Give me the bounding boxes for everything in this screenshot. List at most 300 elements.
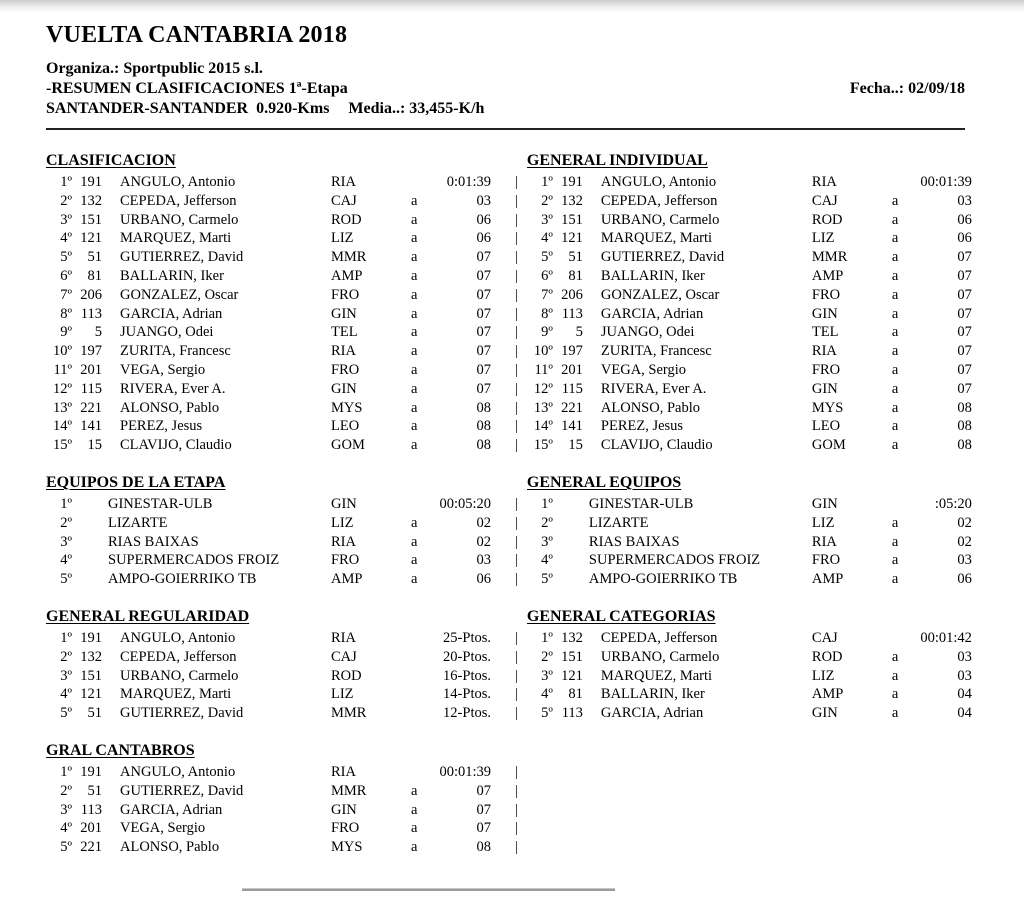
time-gap: 06 xyxy=(957,211,972,228)
result-row-half xyxy=(46,667,493,686)
gap-marker: a xyxy=(891,686,899,703)
section-title: GENERAL EQUIPOS xyxy=(526,473,682,491)
time-gap: 07 xyxy=(957,343,972,360)
rider-name: GUTIERREZ, David xyxy=(120,782,244,799)
bib-number: 151 xyxy=(561,648,583,665)
rank: 7º xyxy=(60,286,72,303)
column-separator: | xyxy=(515,192,518,209)
team-code: FRO xyxy=(811,552,841,569)
bib-number: 121 xyxy=(561,667,583,684)
stage-line xyxy=(46,99,965,119)
result-row-half xyxy=(527,267,974,286)
result-row-half xyxy=(46,704,493,723)
summary-text: -RESUMEN CLASIFICACIONES 1ª-Etapa xyxy=(46,80,348,97)
rider-name: ZURITA, Francesc xyxy=(120,343,231,360)
result-row-half xyxy=(527,173,974,192)
team-code: FRO xyxy=(331,361,360,378)
gap-marker: a xyxy=(411,324,418,341)
bib-number: 81 xyxy=(568,267,583,284)
rider-name: CEPEDA, Jefferson xyxy=(120,192,237,209)
gap-marker: a xyxy=(411,192,418,209)
rank: 5º xyxy=(541,705,553,722)
result-row-half xyxy=(527,763,974,782)
gap-marker: a xyxy=(891,267,899,284)
rider-name: MARQUEZ, Marti xyxy=(600,667,713,684)
bib-number: 51 xyxy=(87,782,102,799)
result-row xyxy=(46,495,1024,514)
result-row-half xyxy=(527,819,974,838)
time-gap: 07 xyxy=(476,286,491,303)
bib-number: 201 xyxy=(561,361,583,378)
gap-marker: a xyxy=(891,705,899,722)
gap-marker xyxy=(411,667,427,686)
rider-name: GONZALEZ, Oscar xyxy=(120,286,239,303)
rank: 4º xyxy=(60,820,72,837)
team-code: LIZ xyxy=(811,514,835,531)
gap-marker: a xyxy=(891,361,899,378)
gap-marker: a xyxy=(891,552,899,569)
team-code: AMP xyxy=(811,267,844,284)
rank: 2º xyxy=(60,782,72,799)
time-gap: 00:01:39 xyxy=(439,763,491,780)
time-gap: 00:01:42 xyxy=(920,629,972,646)
rank: 9º xyxy=(541,324,553,341)
rank: 1º xyxy=(541,629,553,646)
column-separator: | xyxy=(515,686,518,703)
result-row xyxy=(46,570,1024,589)
gap-marker: a xyxy=(891,399,899,416)
time-gap: 20-Ptos. xyxy=(443,648,491,665)
time-gap: 08 xyxy=(957,437,972,454)
column-separator: | xyxy=(515,361,518,378)
result-row-half xyxy=(527,192,974,211)
result-row xyxy=(46,323,1024,342)
team-code: RIA xyxy=(331,629,356,646)
team-code: CAJ xyxy=(811,192,838,209)
rank: 15º xyxy=(53,437,72,454)
rider-name: ALONSO, Pablo xyxy=(600,399,700,416)
gap-marker: a xyxy=(411,399,418,416)
time-gap: 03 xyxy=(957,552,972,569)
bib-number xyxy=(72,570,102,589)
column-separator: | xyxy=(515,495,518,512)
time-gap: 06 xyxy=(476,571,491,588)
result-row-half xyxy=(527,801,974,820)
team-code: RIA xyxy=(331,174,356,190)
result-row-half xyxy=(46,380,493,399)
team-code: MMR xyxy=(811,249,848,266)
gap-marker: a xyxy=(891,305,899,322)
bib-number: 141 xyxy=(80,418,102,435)
bib-number xyxy=(553,495,583,514)
section-header-line xyxy=(46,740,1024,761)
bib-number: 15 xyxy=(87,437,102,454)
section-header-line xyxy=(46,606,1024,627)
result-row-half xyxy=(527,782,974,801)
team-code: TEL xyxy=(331,324,358,341)
rider-name: RIVERA, Ever A. xyxy=(120,380,226,397)
column-separator: | xyxy=(515,571,518,588)
bib-number: 113 xyxy=(561,305,583,322)
team-code: FRO xyxy=(331,820,360,837)
team-name: SUPERMERCADOS FROIZ xyxy=(588,552,761,569)
team-code: GIN xyxy=(331,305,357,322)
gap-marker: a xyxy=(891,648,899,665)
section-title: EQUIPOS DE LA ETAPA xyxy=(46,473,226,491)
result-row-half xyxy=(527,629,974,648)
gap-marker: a xyxy=(891,230,899,247)
time-gap: 25-Ptos. xyxy=(443,629,491,646)
time-gap: 03 xyxy=(476,552,491,569)
bib-number: 141 xyxy=(561,418,583,435)
rank: 1º xyxy=(541,174,553,190)
result-row-half xyxy=(527,286,974,305)
time-gap: 02 xyxy=(957,533,972,550)
rank: 5º xyxy=(541,249,553,266)
result-row xyxy=(46,533,1024,552)
rank: 12º xyxy=(53,380,72,397)
column-separator: | xyxy=(515,782,518,799)
team-code: FRO xyxy=(811,361,841,378)
gap-marker: a xyxy=(411,230,418,247)
rank: 1º xyxy=(60,763,72,780)
team-code: LIZ xyxy=(331,514,354,531)
bib-number: 5 xyxy=(94,324,102,341)
rank: 7º xyxy=(541,286,553,303)
column-separator: | xyxy=(515,211,518,228)
result-row-half xyxy=(527,342,974,361)
result-row-half xyxy=(527,305,974,324)
result-row-half xyxy=(46,248,493,267)
time-gap: 00:01:39 xyxy=(920,174,972,190)
rider-name: CEPEDA, Jefferson xyxy=(600,629,718,646)
rank: 10º xyxy=(53,343,72,360)
gap-marker: a xyxy=(891,514,899,531)
result-row-half xyxy=(46,192,493,211)
rank: 2º xyxy=(541,514,553,531)
result-row-half xyxy=(527,211,974,230)
section-pair xyxy=(46,150,1024,455)
team-name: AMPO-GOIERRIKO TB xyxy=(108,571,257,588)
column-separator: | xyxy=(515,418,518,435)
left-section-header xyxy=(46,606,493,627)
result-row xyxy=(46,267,1024,286)
page-header xyxy=(0,0,1024,130)
team-code: RIA xyxy=(331,533,356,550)
bib-number xyxy=(72,514,102,533)
team-code: MYS xyxy=(331,839,363,856)
rank: 2º xyxy=(60,192,72,209)
team-code: CAJ xyxy=(331,648,357,665)
gap-marker: a xyxy=(891,249,899,266)
gap-marker: a xyxy=(411,514,418,531)
bib-number: 206 xyxy=(561,286,583,303)
rank: 3º xyxy=(541,533,553,550)
team-code: GIN xyxy=(811,495,838,512)
gap-marker xyxy=(892,629,908,648)
section-pair xyxy=(46,472,1024,589)
time-gap: 07 xyxy=(957,361,972,378)
column-separator: | xyxy=(515,305,518,322)
result-row xyxy=(46,248,1024,267)
rider-name: GARCIA, Adrian xyxy=(600,705,704,722)
rank: 5º xyxy=(60,571,72,588)
gap-marker: a xyxy=(891,211,899,228)
bib-number xyxy=(72,551,102,570)
right-section-header xyxy=(527,740,974,761)
rank: 3º xyxy=(541,211,553,228)
column-separator: | xyxy=(515,380,518,397)
result-row-half xyxy=(46,361,493,380)
rider-name: VEGA, Sergio xyxy=(120,820,206,837)
result-row-half xyxy=(527,551,974,570)
left-section-header xyxy=(46,740,493,761)
rider-name: CLAVIJO, Claudio xyxy=(120,437,232,454)
team-name: GINESTAR-ULB xyxy=(108,495,213,512)
team-name: RIAS BAIXAS xyxy=(108,533,199,550)
bib-number: 191 xyxy=(80,763,102,780)
rider-name: GARCIA, Adrian xyxy=(120,305,223,322)
bib-number: 51 xyxy=(87,249,102,266)
section-pair xyxy=(46,606,1024,723)
time-gap: 08 xyxy=(476,437,491,454)
result-row-half xyxy=(46,838,493,857)
rider-name: GUTIERREZ, David xyxy=(120,705,244,722)
bib-number: 132 xyxy=(561,629,583,646)
rider-name: URBANO, Carmelo xyxy=(120,667,239,684)
column-separator: | xyxy=(515,763,518,780)
rank: 13º xyxy=(53,399,72,416)
rank: 1º xyxy=(60,174,72,190)
gap-marker: a xyxy=(411,533,418,550)
column-separator: | xyxy=(515,324,518,341)
team-code: TEL xyxy=(811,324,839,341)
rank: 2º xyxy=(541,192,553,209)
time-gap: 07 xyxy=(476,782,491,799)
rider-name: BALLARIN, Iker xyxy=(600,267,705,284)
date-label: Fecha..: 02/09/18 xyxy=(849,80,965,97)
gap-marker: a xyxy=(891,324,899,341)
rider-name: URBANO, Carmelo xyxy=(600,211,720,228)
result-row-half xyxy=(527,436,974,455)
bib-number: 113 xyxy=(80,305,102,322)
team-code: AMP xyxy=(331,571,363,588)
result-row xyxy=(46,801,1024,820)
bib-number: 132 xyxy=(80,648,102,665)
time-gap: 07 xyxy=(957,249,972,266)
bib-number: 221 xyxy=(80,399,102,416)
result-row-half xyxy=(527,667,974,686)
result-row-half xyxy=(46,229,493,248)
time-gap: 06 xyxy=(476,230,491,247)
rider-name: PEREZ, Jesus xyxy=(600,418,684,435)
team-name: SUPERMERCADOS FROIZ xyxy=(108,552,280,569)
rank: 4º xyxy=(541,686,553,703)
left-section-header xyxy=(46,150,493,171)
result-row xyxy=(46,763,1024,782)
bib-number: 113 xyxy=(561,705,583,722)
rider-name: ANGULO, Antonio xyxy=(120,763,236,780)
result-row xyxy=(46,648,1024,667)
rank: 11º xyxy=(53,361,72,378)
time-gap: 07 xyxy=(476,801,491,818)
time-gap: 16-Ptos. xyxy=(443,667,491,684)
bib-number: 151 xyxy=(80,211,102,228)
rank: 4º xyxy=(541,230,553,247)
rank: 5º xyxy=(60,249,72,266)
result-row xyxy=(46,399,1024,418)
rider-name: CEPEDA, Jefferson xyxy=(120,648,237,665)
rider-name: RIVERA, Ever A. xyxy=(600,380,707,397)
average-speed: Media..: 33,455-K/h xyxy=(348,100,485,117)
team-code: GIN xyxy=(811,305,838,322)
bib-number: 121 xyxy=(80,230,102,247)
result-row-half xyxy=(527,380,974,399)
gap-marker xyxy=(411,648,427,667)
bib-number: 191 xyxy=(561,174,583,190)
result-row-half xyxy=(46,782,493,801)
time-gap: 07 xyxy=(957,380,972,397)
gap-marker xyxy=(411,685,427,704)
result-row xyxy=(46,629,1024,648)
team-name: RIAS BAIXAS xyxy=(588,533,680,550)
time-gap: 08 xyxy=(476,839,491,856)
team-code: ROD xyxy=(811,211,843,228)
rider-name: MARQUEZ, Marti xyxy=(600,230,713,247)
rank: 1º xyxy=(541,495,553,512)
column-separator: | xyxy=(515,629,518,646)
result-row-half xyxy=(527,323,974,342)
rank: 10º xyxy=(533,343,553,360)
column-separator: | xyxy=(515,648,518,665)
right-section-header xyxy=(527,472,974,493)
time-gap: 08 xyxy=(476,418,491,435)
time-gap: 07 xyxy=(476,249,491,266)
rider-name: ANGULO, Antonio xyxy=(120,629,236,646)
result-row xyxy=(46,173,1024,192)
header-divider xyxy=(46,128,965,130)
bib-number xyxy=(553,533,583,552)
time-gap: 07 xyxy=(957,286,972,303)
rider-name: CEPEDA, Jefferson xyxy=(600,192,718,209)
team-code: RIA xyxy=(811,174,837,190)
time-gap: 02 xyxy=(957,514,972,531)
team-code: GOM xyxy=(331,437,365,454)
rank: 14º xyxy=(53,418,72,435)
gap-marker: a xyxy=(891,571,899,588)
rank: 1º xyxy=(60,495,72,512)
result-row-half xyxy=(46,551,493,570)
rider-name: URBANO, Carmelo xyxy=(120,211,239,228)
bib-number: 132 xyxy=(80,192,102,209)
result-row xyxy=(46,838,1024,857)
bib-number: 221 xyxy=(80,839,102,856)
rank: 3º xyxy=(60,533,72,550)
rider-name: MARQUEZ, Marti xyxy=(120,686,232,703)
gap-marker: a xyxy=(891,667,899,684)
time-gap: 07 xyxy=(957,305,972,322)
result-row-half xyxy=(527,248,974,267)
rank: 14º xyxy=(533,418,553,435)
time-gap: 07 xyxy=(957,267,972,284)
result-row-half xyxy=(46,286,493,305)
column-separator: | xyxy=(515,820,518,837)
team-code: FRO xyxy=(331,552,360,569)
result-row-half xyxy=(46,417,493,436)
result-row-half xyxy=(46,495,493,514)
rider-name: GARCIA, Adrian xyxy=(120,801,223,818)
result-row-half xyxy=(46,819,493,838)
bib-number xyxy=(72,533,102,552)
time-gap: 00:05:20 xyxy=(439,495,491,512)
rank: 2º xyxy=(60,648,72,665)
bib-number: 201 xyxy=(80,820,102,837)
result-row-half xyxy=(46,211,493,230)
rider-name: URBANO, Carmelo xyxy=(600,648,720,665)
time-gap: 07 xyxy=(476,343,491,360)
rank: 13º xyxy=(533,399,553,416)
team-code: ROD xyxy=(331,667,362,684)
result-row-half xyxy=(46,399,493,418)
rider-name: BALLARIN, Iker xyxy=(120,267,224,284)
column-separator: | xyxy=(515,249,518,266)
time-gap: 06 xyxy=(957,230,972,247)
time-gap: 08 xyxy=(476,399,491,416)
team-code: GOM xyxy=(811,437,846,454)
gap-marker: a xyxy=(891,437,899,454)
bib-number: 115 xyxy=(561,380,583,397)
rank: 9º xyxy=(60,324,72,341)
time-gap: 07 xyxy=(476,305,491,322)
team-code: RIA xyxy=(331,343,356,360)
result-row-half xyxy=(527,838,974,857)
result-row-half xyxy=(46,173,493,192)
team-code: LIZ xyxy=(331,686,354,703)
result-row xyxy=(46,685,1024,704)
gap-marker xyxy=(411,173,427,192)
rank: 2º xyxy=(541,648,553,665)
bib-number: 151 xyxy=(561,211,583,228)
column-separator: | xyxy=(515,230,518,247)
gap-marker: a xyxy=(411,418,418,435)
bib-number: 51 xyxy=(568,249,583,266)
team-code: LIZ xyxy=(331,230,354,247)
result-row-half xyxy=(46,342,493,361)
section-title: GENERAL CATEGORIAS xyxy=(526,607,716,625)
rank: 3º xyxy=(60,667,72,684)
team-code: ROD xyxy=(811,648,843,665)
gap-marker: a xyxy=(891,286,899,303)
bib-number xyxy=(553,570,583,589)
section-title: GENERAL INDIVIDUAL xyxy=(526,152,708,169)
time-gap: 07 xyxy=(476,820,491,837)
team-code: MMR xyxy=(331,249,367,266)
time-gap: 03 xyxy=(476,192,491,209)
column-separator: | xyxy=(515,552,518,569)
column-separator: | xyxy=(515,437,518,454)
result-row-half xyxy=(527,417,974,436)
result-row xyxy=(46,342,1024,361)
bib-number: 201 xyxy=(80,361,102,378)
column-separator: | xyxy=(515,174,518,190)
result-row xyxy=(46,667,1024,686)
result-row-half xyxy=(527,704,974,723)
team-code: RIA xyxy=(811,343,837,360)
result-row-half xyxy=(527,229,974,248)
time-gap: 02 xyxy=(476,514,491,531)
result-row xyxy=(46,704,1024,723)
rider-name: VEGA, Sergio xyxy=(120,361,206,378)
